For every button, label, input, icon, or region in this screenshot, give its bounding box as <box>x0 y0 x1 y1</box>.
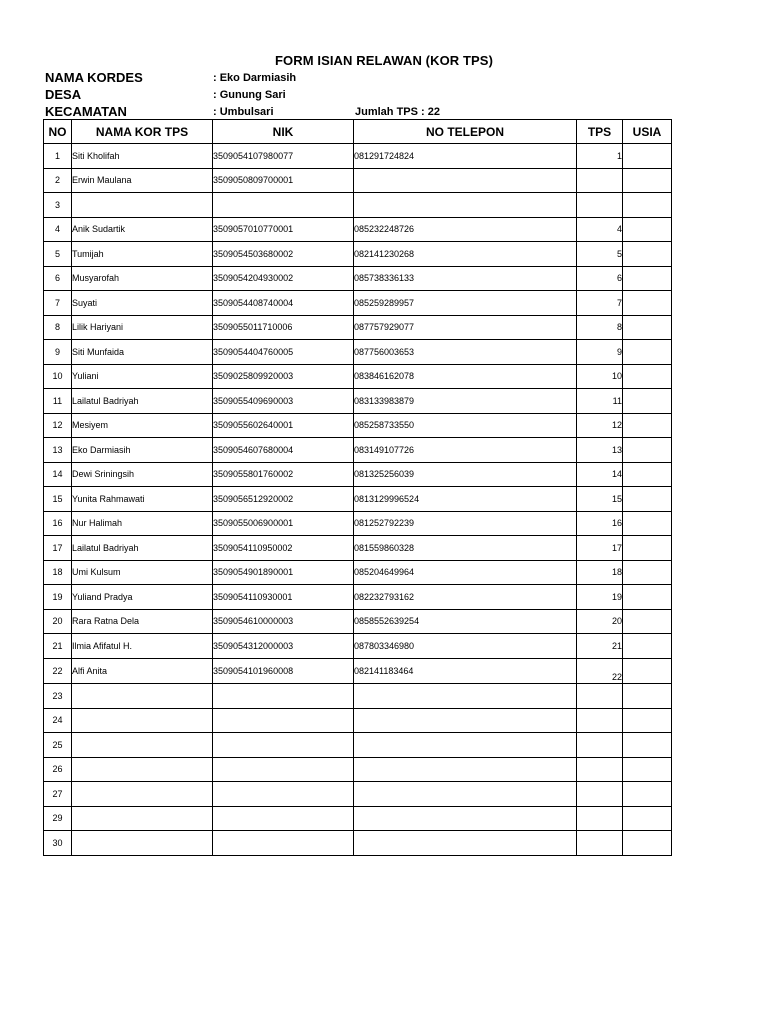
cell-usia <box>623 733 672 758</box>
cell-usia <box>623 708 672 733</box>
table-row <box>44 806 672 831</box>
cell-nik <box>213 684 354 709</box>
cell-no: 13 <box>44 438 72 463</box>
cell-nik: 3509054404760005 <box>213 340 354 365</box>
cell-usia <box>623 585 672 610</box>
cell-tps: 21 <box>577 634 623 659</box>
cell-nama: Siti Munfaida <box>72 340 213 365</box>
cell-nama: Anik Sudartik <box>72 217 213 242</box>
cell-tps: 12 <box>577 413 623 438</box>
cell-no: 2 <box>44 168 72 193</box>
cell-no: 9 <box>44 340 72 365</box>
cell-nama: Mesiyem <box>72 413 213 438</box>
cell-usia <box>623 242 672 267</box>
cell-tps <box>577 831 623 856</box>
table-row <box>44 217 672 242</box>
cell-nama: Yunita Rahmawati <box>72 487 213 512</box>
cell-telp <box>354 193 577 218</box>
kecamatan-label: KECAMATAN <box>45 104 127 119</box>
table-row <box>44 389 672 414</box>
cell-no: 21 <box>44 634 72 659</box>
cell-tps: 22 <box>577 658 623 684</box>
cell-usia <box>623 634 672 659</box>
cell-nik: 3509054503680002 <box>213 242 354 267</box>
table-row <box>44 462 672 487</box>
cell-tps <box>577 168 623 193</box>
header-telepon: NO TELEPON <box>354 120 577 144</box>
cell-no: 29 <box>44 806 72 831</box>
cell-nama: Dewi Sriningsih <box>72 462 213 487</box>
cell-nik <box>213 831 354 856</box>
cell-telp <box>354 831 577 856</box>
cell-no: 3 <box>44 193 72 218</box>
cell-nik: 3509054110950002 <box>213 536 354 561</box>
cell-telp: 085204649964 <box>354 560 577 585</box>
cell-nama: Yuliand Pradya <box>72 585 213 610</box>
table-row <box>44 634 672 659</box>
cell-tps <box>577 782 623 807</box>
cell-tps <box>577 684 623 709</box>
table-row <box>44 511 672 536</box>
cell-nik <box>213 806 354 831</box>
cell-telp: 083133983879 <box>354 389 577 414</box>
kordes-value: : Eko Darmiasih <box>213 72 297 84</box>
cell-nik: 3509055006900001 <box>213 511 354 536</box>
cell-nik <box>213 782 354 807</box>
cell-tps: 13 <box>577 438 623 463</box>
cell-telp: 081325256039 <box>354 462 577 487</box>
cell-nik <box>213 733 354 758</box>
cell-nama: Nur Halimah <box>72 511 213 536</box>
cell-usia <box>623 782 672 807</box>
cell-usia <box>623 831 672 856</box>
cell-nama: Alfi Anita <box>72 658 213 684</box>
cell-usia <box>623 340 672 365</box>
kordes-label: NAMA KORDES <box>45 70 143 85</box>
cell-no: 27 <box>44 782 72 807</box>
cell-tps: 14 <box>577 462 623 487</box>
table-row <box>44 242 672 267</box>
cell-telp: 085738336133 <box>354 266 577 291</box>
cell-tps: 20 <box>577 609 623 634</box>
desa-value: : Gunung Sari <box>213 89 286 101</box>
cell-nik: 3509055409690003 <box>213 389 354 414</box>
table-row <box>44 193 672 218</box>
cell-telp: 082141183464 <box>354 658 577 684</box>
cell-telp <box>354 684 577 709</box>
cell-tps: 10 <box>577 364 623 389</box>
cell-usia <box>623 266 672 291</box>
cell-no: 4 <box>44 217 72 242</box>
cell-usia <box>623 462 672 487</box>
cell-telp: 083149107726 <box>354 438 577 463</box>
table-row <box>44 560 672 585</box>
cell-nik: 3509054312000003 <box>213 634 354 659</box>
cell-nik: 3509054610000003 <box>213 609 354 634</box>
cell-usia <box>623 168 672 193</box>
cell-no: 25 <box>44 733 72 758</box>
cell-nik: 3509055801760002 <box>213 462 354 487</box>
table-row <box>44 438 672 463</box>
cell-nik <box>213 708 354 733</box>
cell-nik <box>213 757 354 782</box>
cell-nama <box>72 806 213 831</box>
cell-usia <box>623 487 672 512</box>
table-row <box>44 733 672 758</box>
cell-usia <box>623 389 672 414</box>
cell-nama <box>72 193 213 218</box>
cell-nama <box>72 684 213 709</box>
cell-tps: 11 <box>577 389 623 414</box>
cell-telp <box>354 806 577 831</box>
cell-usia <box>623 413 672 438</box>
cell-no: 12 <box>44 413 72 438</box>
cell-telp <box>354 168 577 193</box>
cell-no: 7 <box>44 291 72 316</box>
table-row <box>44 315 672 340</box>
cell-nik: 3509054101960008 <box>213 658 354 684</box>
table-row <box>44 364 672 389</box>
cell-no: 1 <box>44 144 72 169</box>
cell-usia <box>623 806 672 831</box>
cell-nama: Rara Ratna Dela <box>72 609 213 634</box>
cell-no: 17 <box>44 536 72 561</box>
cell-no: 30 <box>44 831 72 856</box>
cell-telp: 083846162078 <box>354 364 577 389</box>
cell-telp: 087757929077 <box>354 315 577 340</box>
cell-nama: Siti Kholifah <box>72 144 213 169</box>
cell-nik: 3509054901890001 <box>213 560 354 585</box>
cell-no: 16 <box>44 511 72 536</box>
cell-tps: 15 <box>577 487 623 512</box>
cell-tps: 4 <box>577 217 623 242</box>
cell-nik: 3509055602640001 <box>213 413 354 438</box>
cell-nama: Ilmia Afifatul H. <box>72 634 213 659</box>
relawan-table <box>43 119 672 856</box>
cell-nama <box>72 733 213 758</box>
table-row <box>44 340 672 365</box>
cell-no: 23 <box>44 684 72 709</box>
cell-telp: 082232793162 <box>354 585 577 610</box>
table-row <box>44 413 672 438</box>
cell-no: 18 <box>44 560 72 585</box>
cell-nama: Eko Darmiasih <box>72 438 213 463</box>
cell-usia <box>623 364 672 389</box>
cell-nama <box>72 757 213 782</box>
cell-tps: 5 <box>577 242 623 267</box>
cell-tps <box>577 708 623 733</box>
cell-telp: 082141230268 <box>354 242 577 267</box>
cell-tps: 8 <box>577 315 623 340</box>
cell-no: 8 <box>44 315 72 340</box>
cell-nik: 3509054107980077 <box>213 144 354 169</box>
cell-usia <box>623 684 672 709</box>
cell-telp <box>354 733 577 758</box>
table-header-row <box>44 120 672 144</box>
cell-nama: Musyarofah <box>72 266 213 291</box>
cell-telp: 085258733550 <box>354 413 577 438</box>
cell-usia <box>623 560 672 585</box>
cell-telp: 085232248726 <box>354 217 577 242</box>
table-row <box>44 585 672 610</box>
table-row <box>44 831 672 856</box>
cell-tps: 18 <box>577 560 623 585</box>
cell-usia <box>623 193 672 218</box>
table-row <box>44 536 672 561</box>
cell-nama: Lilik Hariyani <box>72 315 213 340</box>
header-nama: NAMA KOR TPS <box>72 120 213 144</box>
cell-usia <box>623 658 672 684</box>
cell-tps <box>577 733 623 758</box>
cell-no: 22 <box>44 658 72 684</box>
cell-usia <box>623 144 672 169</box>
cell-nik: 3509050809700001 <box>213 168 354 193</box>
cell-tps: 16 <box>577 511 623 536</box>
cell-nama <box>72 782 213 807</box>
cell-no: 14 <box>44 462 72 487</box>
cell-tps: 1 <box>577 144 623 169</box>
cell-tps <box>577 193 623 218</box>
table-row <box>44 487 672 512</box>
cell-usia <box>623 511 672 536</box>
cell-nama: Yuliani <box>72 364 213 389</box>
header-tps: TPS <box>577 120 623 144</box>
cell-nama: Lailatul Badriyah <box>72 389 213 414</box>
desa-label: DESA <box>45 87 82 102</box>
kecamatan-value: : Umbulsari <box>213 106 274 118</box>
cell-tps: 17 <box>577 536 623 561</box>
table-row <box>44 266 672 291</box>
form-title: FORM ISIAN RELAWAN (KOR TPS) <box>274 53 494 68</box>
cell-nik: 3509055011710006 <box>213 315 354 340</box>
cell-nama: Tumijah <box>72 242 213 267</box>
table-row <box>44 782 672 807</box>
table-row <box>44 658 672 684</box>
cell-nama: Umi Kulsum <box>72 560 213 585</box>
table-row <box>44 168 672 193</box>
table-row <box>44 144 672 169</box>
cell-tps <box>577 757 623 782</box>
cell-no: 19 <box>44 585 72 610</box>
table-row <box>44 757 672 782</box>
cell-no: 10 <box>44 364 72 389</box>
cell-tps: 6 <box>577 266 623 291</box>
cell-no: 11 <box>44 389 72 414</box>
cell-no: 24 <box>44 708 72 733</box>
table-row <box>44 291 672 316</box>
cell-nik: 3509025809920003 <box>213 364 354 389</box>
cell-nama: Erwin Maulana <box>72 168 213 193</box>
cell-tps: 9 <box>577 340 623 365</box>
cell-usia <box>623 217 672 242</box>
cell-usia <box>623 315 672 340</box>
cell-telp <box>354 782 577 807</box>
header-nik: NIK <box>213 120 354 144</box>
cell-telp: 087803346980 <box>354 634 577 659</box>
cell-telp: 0813129996524 <box>354 487 577 512</box>
cell-nama: Suyati <box>72 291 213 316</box>
cell-no: 20 <box>44 609 72 634</box>
table-row <box>44 609 672 634</box>
header-no: NO <box>44 120 72 144</box>
cell-nik: 3509054408740004 <box>213 291 354 316</box>
cell-usia <box>623 757 672 782</box>
cell-nik: 3509057010770001 <box>213 217 354 242</box>
cell-no: 6 <box>44 266 72 291</box>
table-row <box>44 708 672 733</box>
cell-nik <box>213 193 354 218</box>
cell-nik: 3509056512920002 <box>213 487 354 512</box>
cell-tps: 7 <box>577 291 623 316</box>
cell-no: 15 <box>44 487 72 512</box>
cell-telp <box>354 708 577 733</box>
header-usia: USIA <box>623 120 672 144</box>
cell-no: 26 <box>44 757 72 782</box>
cell-tps <box>577 806 623 831</box>
cell-usia <box>623 438 672 463</box>
cell-usia <box>623 609 672 634</box>
cell-nama <box>72 708 213 733</box>
jumlah-tps: Jumlah TPS : 22 <box>355 106 440 118</box>
cell-no: 5 <box>44 242 72 267</box>
cell-nik: 3509054110930001 <box>213 585 354 610</box>
cell-usia <box>623 291 672 316</box>
cell-nama <box>72 831 213 856</box>
cell-tps: 19 <box>577 585 623 610</box>
cell-nama: Lailatul Badriyah <box>72 536 213 561</box>
cell-telp: 085259289957 <box>354 291 577 316</box>
cell-telp <box>354 757 577 782</box>
cell-telp: 081291724824 <box>354 144 577 169</box>
table-row <box>44 684 672 709</box>
cell-nik: 3509054607680004 <box>213 438 354 463</box>
cell-telp: 087756003653 <box>354 340 577 365</box>
cell-usia <box>623 536 672 561</box>
cell-telp: 081559860328 <box>354 536 577 561</box>
cell-telp: 0858552639254 <box>354 609 577 634</box>
cell-telp: 081252792239 <box>354 511 577 536</box>
cell-nik: 3509054204930002 <box>213 266 354 291</box>
